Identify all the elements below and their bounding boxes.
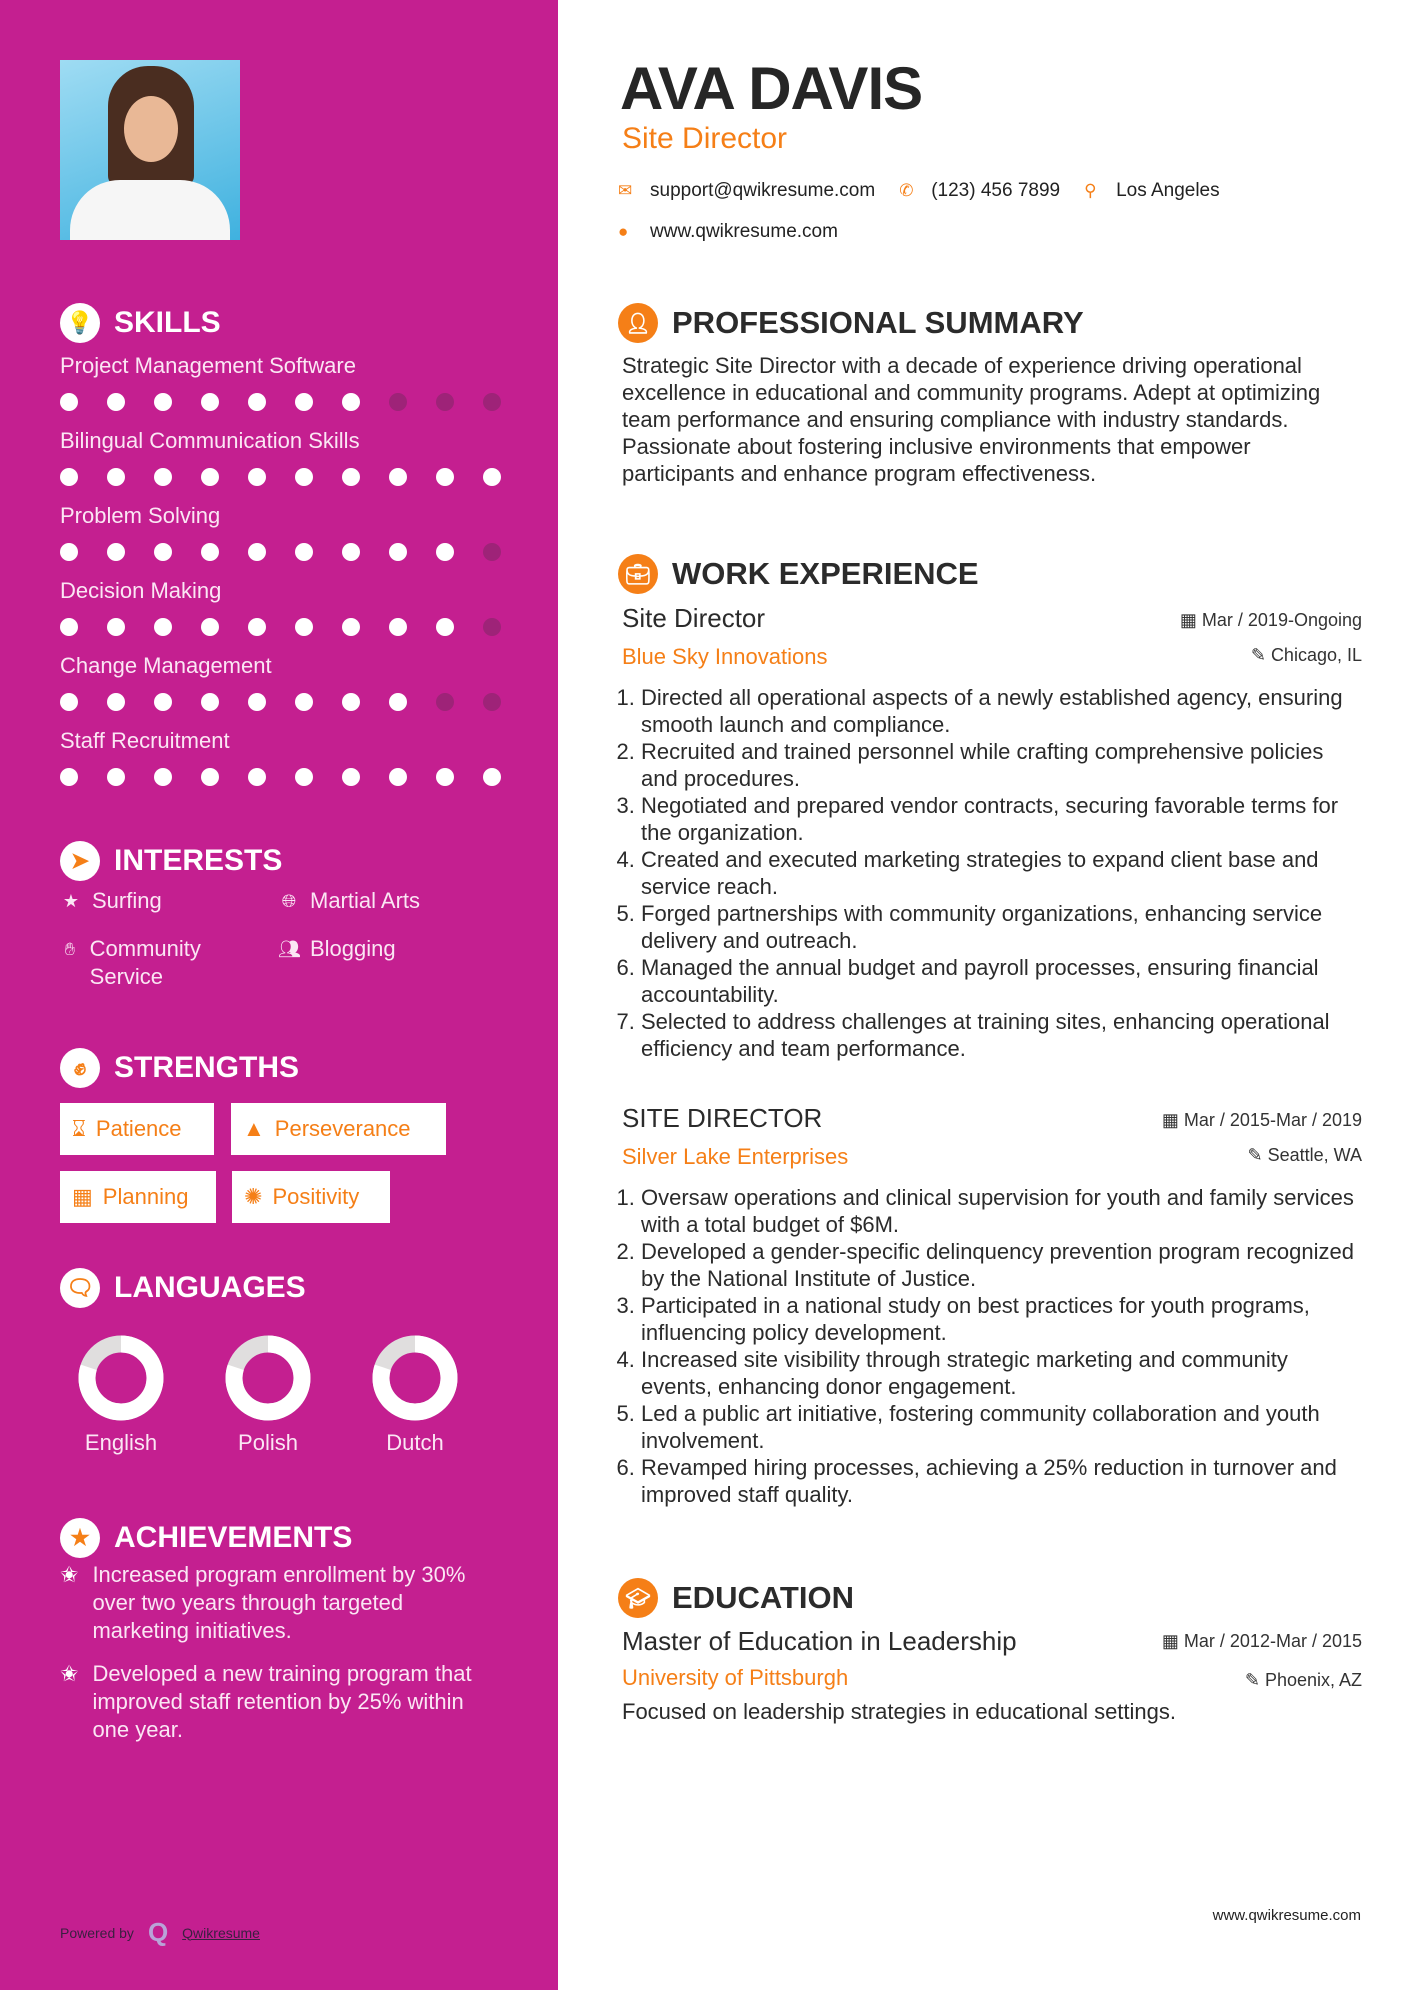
degree: Master of Education in Leadership (622, 1626, 1017, 1656)
rating-dot (389, 393, 407, 411)
rating-dot (60, 693, 78, 711)
skill-label: Bilingual Communication Skills (60, 428, 360, 453)
job-title: SITE DIRECTOR (622, 1103, 823, 1133)
job-bullet: 5. Forged partnerships with community organizations, enhancing service delivery and outreach. (641, 900, 1362, 954)
language-icon: 🗨︎ (60, 1268, 100, 1308)
rating-dot (107, 543, 125, 561)
job-bullet: 4. Increased site visibility through strategic marketing and community events, enhancing donor engagement. (641, 1346, 1362, 1400)
rating-dot (342, 693, 360, 711)
rating-dot (107, 768, 125, 786)
skill-item (60, 428, 540, 486)
star-icon: ✬ (60, 1562, 79, 1587)
footer-website[interactable]: www.qwikresume.com (1212, 1907, 1361, 1924)
rating-dot (107, 618, 125, 636)
rating-dot (60, 393, 78, 411)
lightbulb-icon: 💡 (60, 303, 100, 343)
skill-rating (60, 393, 540, 411)
skill-label: Staff Recruitment (60, 728, 230, 753)
rating-dot (248, 618, 266, 636)
job-date (1162, 1110, 1362, 1131)
powered-by-text: Powered by (60, 1924, 134, 1941)
rating-dot (295, 693, 313, 711)
skill-item (60, 353, 540, 411)
skill-item (60, 653, 540, 711)
rating-dot (342, 543, 360, 561)
strength-badge (60, 1171, 216, 1223)
job-bullet: 6. Revamped hiring processes, achieving a 25% reduction in turnover and improved staff quality. (641, 1454, 1362, 1508)
rating-dot (436, 768, 454, 786)
job-bullets (622, 1184, 1362, 1508)
rating-dot (483, 468, 501, 486)
interest-label: Martial Arts (310, 888, 421, 913)
qwikresume-logo-icon: Q (147, 1917, 169, 1947)
pin-icon: ✎ (1247, 1145, 1268, 1165)
rating-dot (201, 543, 219, 561)
rating-dot (436, 393, 454, 411)
rating-dot (483, 393, 501, 411)
strength-badge (231, 1103, 446, 1155)
job-bullet: 7. Selected to address challenges at training sites, enhancing operational efficiency and team performance. (641, 1008, 1362, 1062)
rating-dot (248, 768, 266, 786)
rating-dot (436, 468, 454, 486)
rating-dot (389, 543, 407, 561)
language-label: Dutch (386, 1430, 444, 1455)
calendar-icon: ▦ (1179, 610, 1202, 630)
rating-dot (248, 393, 266, 411)
sun-icon: ✺ (244, 1184, 263, 1209)
strength-badge (60, 1103, 214, 1155)
interest-item (278, 887, 420, 915)
rating-dot (107, 693, 125, 711)
rating-dot (60, 618, 78, 636)
hand-icon: ✋︎ (64, 939, 75, 959)
interests-heading (60, 841, 282, 881)
star-icon: ✬ (60, 1661, 79, 1686)
education-location (1245, 1670, 1362, 1691)
sidebar (0, 0, 558, 1990)
rating-dot (483, 618, 501, 636)
skills-heading (60, 303, 221, 343)
company: Blue Sky Innovations (622, 644, 828, 669)
rating-dot (389, 618, 407, 636)
heading-text: ACHIEVEMENTS (114, 1521, 353, 1554)
globe-icon: 🌐︎ (281, 891, 297, 911)
job-title: Site Director (622, 122, 788, 155)
location-text: Chicago, IL (1270, 645, 1362, 665)
rating-dot (483, 693, 501, 711)
rating-dot (295, 468, 313, 486)
rating-dot (154, 543, 172, 561)
skill-rating (60, 543, 540, 561)
users-icon: 👥︎ (278, 939, 301, 959)
rating-dot (107, 393, 125, 411)
education-heading (618, 1578, 854, 1618)
job-date (1180, 610, 1362, 631)
rating-dot (60, 543, 78, 561)
rating-dot (201, 468, 219, 486)
rating-dot (342, 618, 360, 636)
rating-dot (389, 693, 407, 711)
language-label: Polish (238, 1430, 298, 1455)
rating-dot (201, 393, 219, 411)
work-heading (618, 554, 979, 594)
job-bullet: 2. Developed a gender-specific delinquency prevention program recognized by the National Institute of Justice. (641, 1238, 1362, 1292)
job-location (1251, 645, 1362, 666)
interest-label: Community Service (89, 936, 201, 989)
rating-dot (436, 618, 454, 636)
rating-dot (295, 543, 313, 561)
summary-text: Strategic Site Director with a decade of experience driving operational excellence in educational and community programs. Adept at optimizing team performance and ensuring compliance with industry standards. Passionate about fostering inclusive environments that empower participants and enhance program effectiveness. (622, 353, 1321, 486)
rating-dot (107, 468, 125, 486)
rating-dot (295, 768, 313, 786)
job-bullet: 1. Directed all operational aspects of a newly established agency, ensuring smooth launch and compliance. (641, 684, 1362, 738)
heading-text: WORK EXPERIENCE (672, 556, 979, 591)
heading-text: SKILLS (114, 306, 221, 339)
skill-label: Problem Solving (60, 503, 221, 528)
location-text: Seattle, WA (1267, 1145, 1362, 1165)
fist-icon: ✊︎ (60, 1048, 100, 1088)
skill-label: Project Management Software (60, 353, 356, 378)
rating-dot (295, 393, 313, 411)
website-row (618, 221, 838, 243)
rating-dot (248, 468, 266, 486)
award-icon: ★ (60, 1518, 100, 1558)
briefcase-icon: 💼︎ (618, 554, 658, 594)
calendar-icon: ▦ (72, 1184, 93, 1209)
language-donut (71, 1328, 171, 1428)
rating-dot (154, 693, 172, 711)
contact-row (618, 180, 1220, 202)
job-bullet: 2. Recruited and trained personnel while crafting comprehensive policies and procedures. (641, 738, 1362, 792)
rating-dot (436, 693, 454, 711)
rating-dot (248, 693, 266, 711)
rating-dot (342, 768, 360, 786)
phone-icon: ✆ (899, 181, 914, 200)
skill-rating (60, 618, 540, 636)
website-link[interactable]: www.qwikresume.com (650, 221, 838, 242)
rating-dot (154, 468, 172, 486)
skill-label: Change Management (60, 653, 272, 678)
strength-label: Patience (95, 1116, 182, 1141)
language-donut (365, 1328, 465, 1428)
achievement-text: Developed a new training program that improved staff retention by 25% within one year. (92, 1661, 472, 1742)
candidate-name: AVA DAVIS (620, 55, 923, 122)
rating-dot (60, 468, 78, 486)
calendar-icon: ▦ (1161, 1631, 1184, 1651)
rating-dot (201, 618, 219, 636)
strength-badge (232, 1171, 390, 1223)
location-text: Phoenix, AZ (1264, 1670, 1362, 1690)
phone: (123) 456 7899 (931, 180, 1061, 201)
summary-heading (618, 303, 1084, 343)
achievement-item (60, 1660, 500, 1744)
map-pin-icon: ⚲ (1084, 181, 1097, 200)
job-title: Site Director (622, 603, 766, 633)
heading-text: PROFESSIONAL SUMMARY (672, 305, 1084, 340)
interest-item (60, 887, 162, 915)
language-label: English (84, 1430, 158, 1455)
job-bullet: 5. Led a public art initiative, fostering community collaboration and youth involvement. (641, 1400, 1362, 1454)
rating-dot (154, 618, 172, 636)
job-bullet: 3. Negotiated and prepared vendor contracts, securing favorable terms for the organization. (641, 792, 1362, 846)
heading-text: STRENGTHS (114, 1051, 300, 1084)
skill-rating (60, 768, 540, 786)
rating-dot (436, 543, 454, 561)
heading-text: EDUCATION (672, 1580, 854, 1615)
skill-label: Decision Making (60, 578, 222, 603)
job-bullet: 6. Managed the annual budget and payroll processes, ensuring financial accountability. (641, 954, 1362, 1008)
strength-label: Perseverance (274, 1116, 411, 1141)
profile-photo (60, 60, 240, 240)
powered-by (60, 1917, 260, 1948)
road-icon: ▲ (243, 1116, 265, 1141)
job-bullet: 1. Oversaw operations and clinical supervision for youth and family services with a total budget of $6M. (641, 1184, 1362, 1238)
job-entry (622, 603, 1362, 1062)
interest-item (278, 935, 396, 963)
strength-label: Planning (102, 1184, 189, 1209)
pin-icon: ✎ (1244, 1670, 1265, 1690)
interest-item (60, 935, 260, 991)
skill-rating (60, 693, 540, 711)
job-entry (622, 1103, 1362, 1508)
skill-rating (60, 468, 540, 486)
star-icon: ★ (62, 891, 80, 911)
achievement-item (60, 1561, 500, 1645)
strengths-heading (60, 1048, 299, 1088)
qwikresume-link[interactable]: Qwikresume (182, 1924, 260, 1941)
email[interactable]: support@qwikresume.com (650, 180, 876, 201)
user-icon: 👤︎ (618, 303, 658, 343)
location: Los Angeles (1116, 180, 1220, 201)
achievement-text: Increased program enrollment by 30% over two years through targeted marketing initiatives. (92, 1562, 466, 1643)
rating-dot (483, 543, 501, 561)
rating-dot (389, 768, 407, 786)
calendar-icon: ▦ (1161, 1110, 1184, 1130)
skill-item (60, 578, 540, 636)
heading-text: LANGUAGES (114, 1271, 306, 1304)
strength-label: Positivity (272, 1184, 360, 1209)
interest-label: Surfing (92, 888, 162, 913)
date-text: Mar / 2019-Ongoing (1201, 610, 1362, 630)
school: University of Pittsburgh (622, 1665, 849, 1690)
rating-dot (342, 468, 360, 486)
skill-item (60, 728, 540, 786)
education-date (1162, 1631, 1362, 1652)
rating-dot (483, 768, 501, 786)
job-bullets (622, 684, 1362, 1062)
globe-icon: ● (618, 222, 629, 241)
rating-dot (201, 693, 219, 711)
rating-dot (154, 393, 172, 411)
interest-label: Blogging (310, 936, 396, 961)
pin-icon: ✎ (1250, 645, 1271, 665)
rating-dot (248, 543, 266, 561)
rating-dot (60, 768, 78, 786)
job-bullet: 3. Participated in a national study on best practices for youth programs, influencing policy development. (641, 1292, 1362, 1346)
language-donut (218, 1328, 318, 1428)
education-entry (622, 1626, 1362, 1725)
education-description: Focused on leadership strategies in educational settings. (622, 1699, 1177, 1724)
date-text: Mar / 2012-Mar / 2015 (1183, 1631, 1362, 1651)
rating-dot (342, 393, 360, 411)
rating-dot (295, 618, 313, 636)
rating-dot (389, 468, 407, 486)
date-text: Mar / 2015-Mar / 2019 (1183, 1110, 1362, 1130)
job-bullet: 4. Created and executed marketing strategies to expand client base and service reach. (641, 846, 1362, 900)
achievements-heading (60, 1518, 352, 1558)
graduation-cap-icon: 🎓︎ (618, 1578, 658, 1618)
rating-dot (201, 768, 219, 786)
job-location (1248, 1145, 1362, 1166)
envelope-icon: ✉ (618, 181, 633, 200)
paper-plane-icon: ➤ (60, 841, 100, 881)
languages-heading (60, 1268, 306, 1308)
skill-item (60, 503, 540, 561)
company: Silver Lake Enterprises (622, 1144, 849, 1169)
hourglass-icon: ⌛︎ (72, 1116, 86, 1141)
rating-dot (154, 768, 172, 786)
heading-text: INTERESTS (114, 844, 283, 877)
